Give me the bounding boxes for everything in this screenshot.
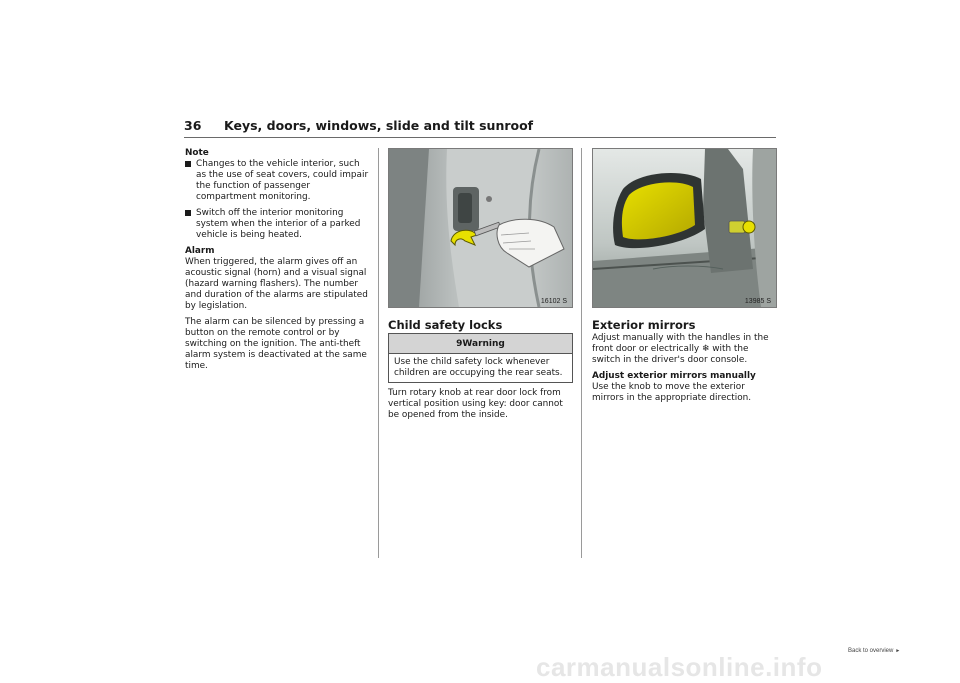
note-label: Note: [185, 148, 209, 158]
bullet-text: Changes to the vehicle interior, such as the use of seat covers, could impair the function of passenger compartment monitoring.: [196, 159, 369, 202]
mirrors-body: [592, 333, 778, 409]
alarm-silence-text: The alarm can be silenced by pressing a button on the remote control or by switching on the ignition. The anti-theft alarm system is deactivated at the same time.: [185, 317, 367, 371]
alarm-label: Alarm: [185, 246, 215, 256]
bullet-text: Switch off the interior monitoring system when the interior of a parked vehicle is being heated.: [196, 208, 361, 240]
watermark: carmanualsonline.info: [536, 652, 823, 682]
warning-symbol-icon: 9: [456, 339, 463, 349]
bullet-square-icon: [185, 161, 191, 167]
arrow-right-icon: ►: [895, 648, 901, 654]
warning-header: [389, 334, 572, 354]
bullet-square-icon: [185, 210, 191, 216]
header-rule: [184, 137, 776, 138]
column-divider-left: [378, 148, 379, 558]
alarm-text: When triggered, the alarm gives off an acoustic signal (horn) and a visual signal (hazard warning flashers). The number and duration of the alarms are stipulated by legislation.: [185, 257, 368, 311]
snowflake-icon: ❄: [702, 344, 710, 354]
child-lock-body: [388, 388, 573, 426]
page-header: [184, 118, 533, 133]
mirrors-heading: Exterior mirrors: [592, 318, 696, 332]
mirrors-intro-end: with the switch in the driver's door console.: [592, 344, 749, 365]
back-to-overview-link[interactable]: [848, 648, 900, 654]
mirrors-intro-start: Adjust manually with the handles in the front door or electrically: [592, 333, 769, 354]
page-title: Keys, doors, windows, slide and tilt sunroof: [224, 118, 534, 133]
left-column: [185, 148, 370, 377]
adjust-mirrors-label: Adjust exterior mirrors manually: [592, 371, 756, 381]
back-link-label: Back to overview: [848, 648, 894, 654]
column-divider-right: [581, 148, 582, 558]
mirrors-intro: [592, 333, 778, 366]
image-code: 16102 S: [540, 298, 567, 305]
warning-text: Use the child safety lock whenever children are occupying the rear seats.: [394, 357, 563, 378]
page-number: 36: [184, 118, 202, 133]
note-bullet-2: [185, 208, 370, 241]
child-lock-photo: [388, 148, 573, 308]
warning-box: [388, 333, 573, 383]
warning-title: Warning: [462, 339, 505, 349]
child-locks-heading: Child safety locks: [388, 318, 503, 332]
note-bullet-1: [185, 159, 370, 203]
image-code: 13985 S: [744, 298, 771, 305]
child-lock-instructions: Turn rotary knob at rear door lock from vertical position using key: door cannot be opened from the inside.: [388, 388, 563, 420]
adjust-mirrors-text: Use the knob to move the exterior mirrors in the appropriate direction.: [592, 382, 752, 403]
mirror-photo: [592, 148, 777, 308]
